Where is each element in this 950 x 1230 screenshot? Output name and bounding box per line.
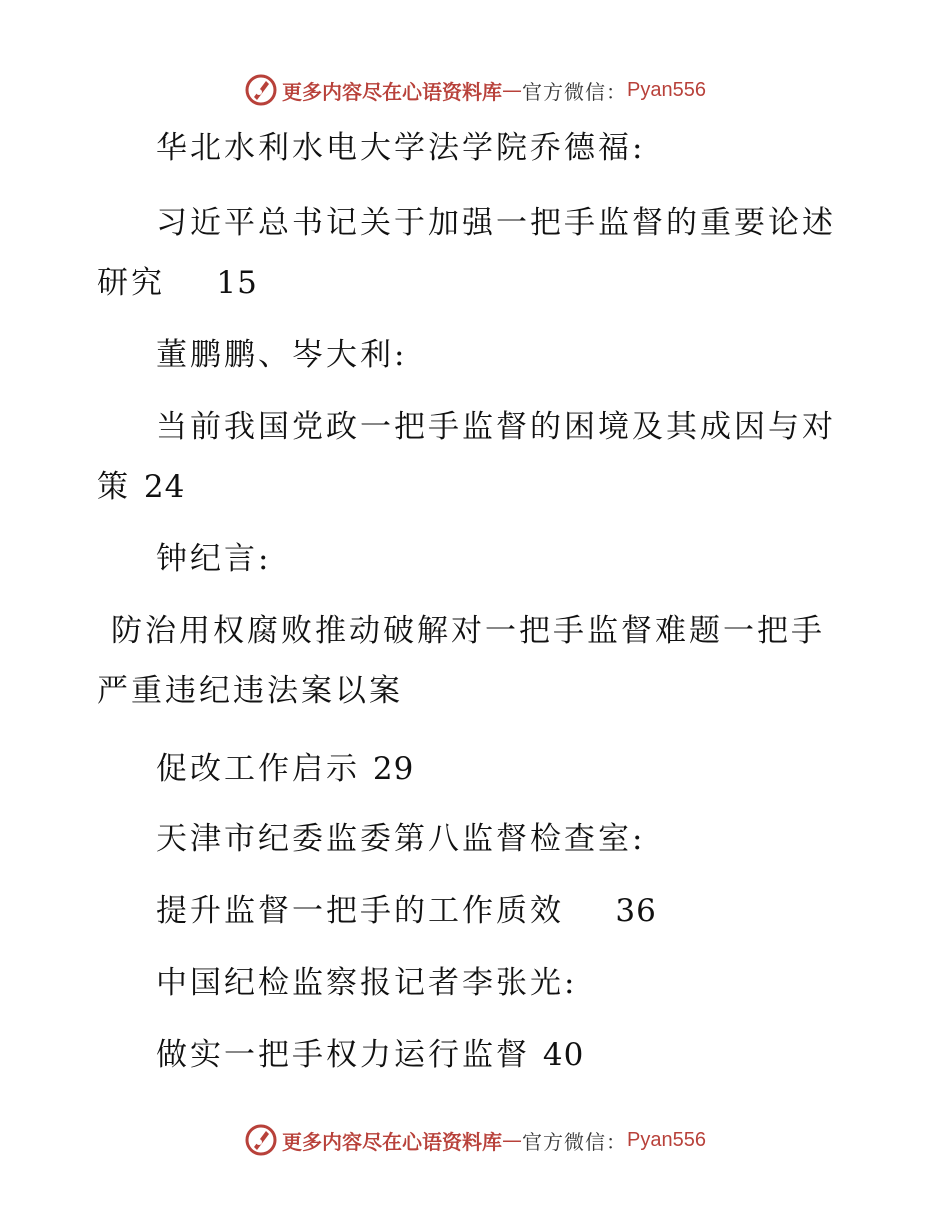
toc-content — [97, 118, 842, 1085]
entry-title: 习近平总书记关于加强一把手监督的重要论述 — [156, 205, 836, 241]
entry-title-tail: 策 — [97, 469, 131, 505]
entry-page-number: 29 — [372, 751, 415, 787]
banner-dash: — — [502, 1128, 523, 1152]
banner-main-text: 更多内容尽在心语资料库 — [282, 1129, 503, 1154]
entry-title-continuation — [97, 457, 842, 517]
entry-author: 钟纪言: — [156, 541, 272, 577]
entry-title-continuation — [97, 253, 842, 313]
entry-title: 当前我国党政一把手监督的困境及其成因与对 — [156, 409, 836, 445]
banner-dash: — — [502, 78, 523, 102]
entry-title-tail: 研究 — [97, 265, 165, 301]
footer-banner — [0, 1120, 950, 1160]
entry-author: 天津市纪委监委第八监督检查室: — [156, 821, 646, 857]
entry-title — [97, 881, 842, 941]
entry-page-number: 15 — [216, 265, 258, 301]
entry-title-text: 做实一把手权力运行监督 — [156, 1037, 530, 1073]
entry-title-tail: 促改工作启示 — [156, 751, 360, 787]
entry-title-continuation — [97, 739, 842, 799]
banner-main-text: 更多内容尽在心语资料库 — [282, 79, 503, 104]
entry-title-continuation: 严重违纪违法案以案 — [97, 673, 403, 709]
banner-wechat-handle: Pyan556 — [627, 1128, 706, 1151]
banner-official-label: 官方微信： — [522, 79, 628, 104]
brand-logo-icon — [244, 73, 278, 107]
entry-author: 华北水利水电大学法学院乔德福: — [156, 130, 646, 166]
entry-author: 中国纪检监察报记者李张光: — [156, 965, 578, 1001]
entry-page-number: 36 — [615, 893, 657, 929]
entry-title-text: 提升监督一把手的工作质效 — [156, 893, 564, 929]
entry-page-number: 40 — [542, 1037, 585, 1073]
entry-title: 防治用权腐败推动破解对一把手监督难题一把手 — [111, 613, 825, 649]
banner-official-label: 官方微信： — [522, 1129, 628, 1154]
entry-author: 董鹏鹏、岑大利: — [156, 337, 408, 373]
banner-wechat-handle: Pyan556 — [627, 78, 706, 101]
entry-page-number: 24 — [143, 469, 186, 505]
header-banner — [0, 70, 950, 110]
entry-title — [97, 1025, 842, 1085]
brand-logo-icon — [244, 1123, 278, 1157]
